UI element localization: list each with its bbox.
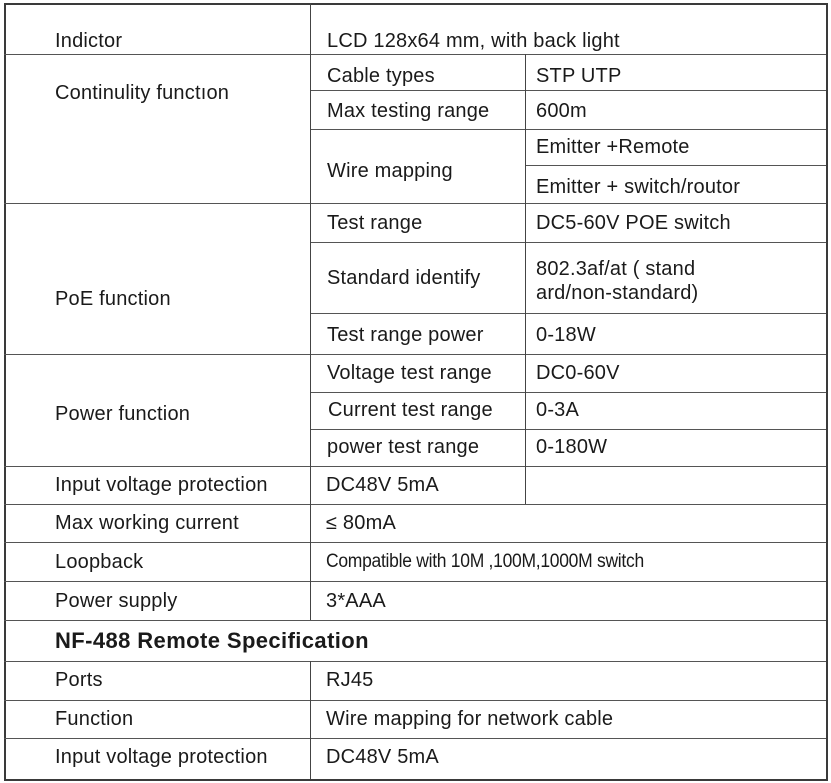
spec-value: DC0-60V <box>536 362 620 384</box>
spec-label: Loopback <box>55 551 144 573</box>
spec-value: Wire mapping for network cable <box>326 708 614 730</box>
spec-label: Max working current <box>55 512 239 534</box>
row-divider <box>310 429 826 430</box>
row-divider <box>4 203 826 204</box>
spec-value: ≤ 80mA <box>326 512 396 534</box>
row-divider <box>4 54 826 55</box>
spec-sublabel: Cable types <box>327 65 435 87</box>
row-divider <box>4 354 826 355</box>
spec-value: ard/non-standard) <box>536 282 699 304</box>
row-divider <box>310 90 826 91</box>
spec-sublabel: Voltage test range <box>327 362 492 384</box>
spec-value: 0-18W <box>536 324 596 346</box>
spec-value: 0-180W <box>536 436 608 458</box>
spec-group-label: Power function <box>55 403 191 425</box>
spec-value: 600m <box>536 100 587 122</box>
spec-sublabel: power test range <box>327 436 480 458</box>
row-divider <box>525 165 826 166</box>
column-divider <box>525 54 526 504</box>
row-divider <box>4 504 826 505</box>
column-divider <box>310 661 311 779</box>
spec-label: Ports <box>55 669 103 691</box>
spec-sublabel: Test range power <box>327 324 484 346</box>
spec-value: 0-3A <box>536 399 580 421</box>
spec-value: Emitter + switch/routor <box>536 176 741 198</box>
spec-group-label: PoE function <box>55 288 171 310</box>
spec-label: Indictor <box>55 30 123 52</box>
spec-value: RJ45 <box>326 669 374 691</box>
spec-label: Input voltage protection <box>55 746 268 768</box>
spec-sublabel: Wire mapping <box>327 160 453 182</box>
spec-sublabel: Standard identify <box>327 267 481 289</box>
row-divider <box>310 392 826 393</box>
row-divider <box>310 313 826 314</box>
spec-value: STP UTP <box>536 65 622 87</box>
spec-value: Emitter +Remote <box>536 136 690 158</box>
spec-label: Power supply <box>55 590 178 612</box>
spec-sublabel: Max testing range <box>327 100 490 122</box>
row-divider <box>4 620 826 621</box>
spec-group-label: Continulity functıon <box>55 82 230 104</box>
spec-value: DC5-60V POE switch <box>536 212 731 234</box>
spec-label: Function <box>55 708 134 730</box>
row-divider <box>4 581 826 582</box>
column-divider <box>310 3 311 620</box>
section-title: NF-488 Remote Specification <box>55 628 369 653</box>
row-divider <box>4 738 826 739</box>
spec-label: Input voltage protection <box>55 474 268 496</box>
row-divider <box>4 466 826 467</box>
row-divider <box>4 542 826 543</box>
spec-sublabel: Current test range <box>328 399 493 421</box>
row-divider <box>4 700 826 701</box>
row-divider <box>310 242 826 243</box>
spec-value: DC48V 5mA <box>326 746 439 768</box>
spec-value: 3*AAA <box>326 590 386 612</box>
spec-value: LCD 128x64 mm, with back light <box>327 30 620 52</box>
spec-value: Compatible with 10M ,100M,1000M switch <box>326 551 644 572</box>
spec-value: DC48V 5mA <box>326 474 439 496</box>
row-divider <box>310 129 826 130</box>
spec-value: 802.3af/at ( stand <box>536 258 696 280</box>
spec-sublabel: Test range <box>327 212 423 234</box>
row-divider <box>4 661 826 662</box>
